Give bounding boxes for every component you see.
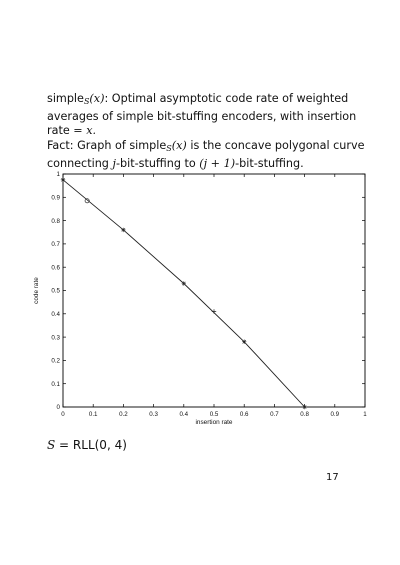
x-tick-label: 0.1 — [88, 411, 98, 418]
plus-marker — [212, 309, 216, 313]
x-tick-label: 0.9 — [330, 411, 340, 418]
variable-j: j — [112, 156, 116, 170]
y-tick-label: 0.1 — [51, 380, 60, 388]
code-rate-chart — [30, 168, 375, 430]
y-tick-label: 0.3 — [51, 334, 60, 342]
x-tick-label: 0.8 — [300, 411, 309, 418]
y-tick-label: 0.7 — [51, 241, 60, 249]
fact-tail: -bit-stuffing. — [235, 156, 304, 170]
function-argument: (x) — [89, 92, 105, 105]
y-axis-label: code rate — [33, 277, 40, 304]
y-tick-label: 0.4 — [51, 311, 60, 318]
subscript-s: S — [166, 144, 172, 153]
star-marker — [182, 281, 186, 285]
fact-lead: Fact: Graph of simple — [47, 139, 167, 152]
constraint-symbol: S — [47, 438, 56, 452]
function-argument: (x) — [171, 139, 187, 152]
y-tick-label: 0 — [56, 404, 60, 412]
variable-j-plus-one: (j + 1) — [199, 156, 236, 170]
y-tick-label: 0.9 — [51, 194, 60, 202]
y-tick-label: 0.8 — [51, 217, 60, 225]
series-line — [63, 180, 305, 407]
y-tick-label: 0.2 — [51, 357, 60, 365]
star-marker — [121, 228, 125, 232]
page-number: 17 — [326, 472, 339, 483]
x-tick-label: 0.5 — [209, 411, 219, 418]
y-tick-label: 0.5 — [51, 287, 60, 295]
simple-word: simple — [47, 92, 84, 105]
x-tick-label: 0.2 — [119, 411, 128, 418]
fact-middle-2: -bit-stuffing to — [115, 156, 200, 170]
x-tick-label: 0.4 — [179, 411, 189, 418]
constraint-caption — [47, 438, 127, 452]
fact-paragraph — [47, 139, 365, 171]
x-tick-label: 0.6 — [239, 411, 249, 418]
x-tick-label: 1 — [363, 411, 367, 418]
subscript-s: S — [83, 97, 90, 106]
plot-frame — [63, 174, 365, 407]
star-marker — [242, 340, 246, 344]
x-tick-label: 0.7 — [270, 411, 279, 418]
x-tick-label: 0.3 — [149, 411, 158, 418]
constraint-value: = RLL(0, 4) — [55, 438, 127, 452]
y-tick-label: 0.6 — [51, 264, 60, 272]
star-marker — [61, 178, 65, 182]
y-tick-label: 1 — [56, 171, 60, 179]
x-axis-label: insertion rate — [195, 419, 233, 426]
fact-middle: is the concave polygonal curve connecting — [47, 139, 365, 170]
insertion-rate-equation: = x. — [73, 124, 97, 137]
definition-text: : Optimal asymptotic code rate of weighted averages of simple bit-stuffing encoders, with insertion rate — [47, 92, 357, 137]
x-tick-label: 0 — [61, 411, 65, 418]
definition-paragraph — [47, 92, 365, 139]
star-marker — [302, 405, 306, 409]
